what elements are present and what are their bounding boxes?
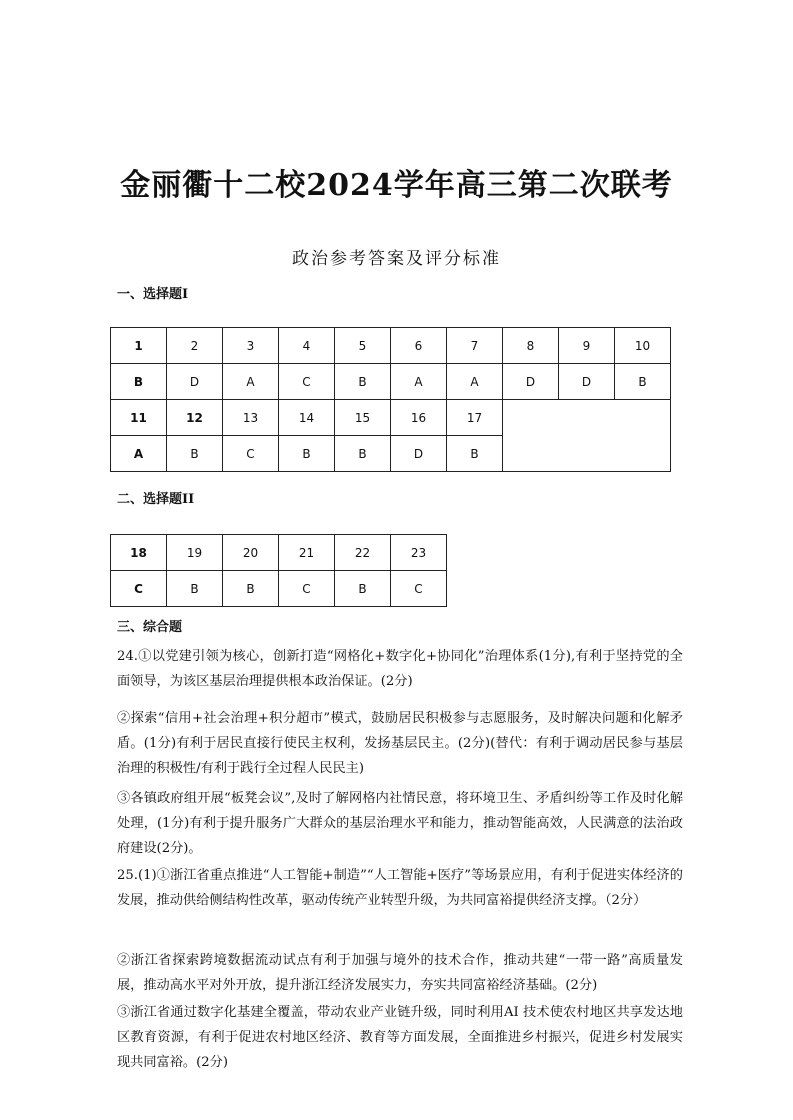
table-cell: A [223,364,279,400]
table-cell: B [615,364,671,400]
table-cell: C [111,571,167,607]
answer-paragraph: ③各镇政府组开展“板凳会议”,及时了解网格内社情民意，将环境卫生、矛盾纠纷等工作及时化解处理，(1分)有利于提升服务广大群众的基层治理水平和能力，推动智能高效，人民满意的法治政府建设(2分)。 [117,791,683,856]
table-cell: 21 [279,535,335,571]
table-cell: 19 [167,535,223,571]
table-cell: 4 [279,328,335,364]
table-cell: 15 [335,400,391,436]
table-cell: 18 [111,535,167,571]
table-row [111,571,447,607]
choice-table-2 [110,534,447,607]
table-cell: D [559,364,615,400]
table-cell: C [223,436,279,472]
choice-table-1 [110,327,671,472]
section-1-heading: 一、选择题I [117,287,189,302]
table-cell: 17 [447,400,503,436]
table-cell: 7 [447,328,503,364]
table-cell: 23 [391,535,447,571]
answer-paragraph: ②浙江省探索跨境数据流动试点有利于加强与境外的技术合作，推动共建“一带一路”高质量发展，推动高水平对外开放，提升浙江经济发展实力，夯实共同富裕经济基础。(2分) [117,953,683,993]
table-row [111,328,671,364]
table-cell: A [111,436,167,472]
table-cell: A [447,364,503,400]
answer-paragraph: 25.(1)①浙江省重点推进“人工智能+制造”“人工智能+医疗”等场景应用，有利于促进实体经济的发展，推动供给侧结构性改革，驱动传统产业转型升级，为共同富裕提供经济支撑。（2分） [117,868,683,908]
table-cell: C [279,571,335,607]
table-cell: B [167,571,223,607]
section-3-heading: 三、综合题 [117,620,183,635]
table-cell: D [503,364,559,400]
table-cell: 20 [223,535,279,571]
table-cell: C [391,571,447,607]
table-cell: B [447,436,503,472]
table-cell: D [391,436,447,472]
table-cell: 9 [559,328,615,364]
table-cell: B [223,571,279,607]
table-cell: B [335,364,391,400]
table-cell: C [279,364,335,400]
table-row [111,400,671,436]
table-cell: 11 [111,400,167,436]
table-cell: B [279,436,335,472]
table-row [111,535,447,571]
table-cell: 16 [391,400,447,436]
table-cell: 12 [167,400,223,436]
table-cell: 14 [279,400,335,436]
table-cell: B [167,436,223,472]
table-cell: 22 [335,535,391,571]
table-cell: 5 [335,328,391,364]
table-cell: A [391,364,447,400]
table-cell: B [335,436,391,472]
table-cell: 2 [167,328,223,364]
table-cell: 8 [503,328,559,364]
answer-paragraph: 24.①以党建引领为核心，创新打造“网格化+数字化+协同化”治理体系(1分),有利于坚持党的全面领导，为该区基层治理提供根本政治保证。(2分) [117,649,683,689]
answer-paragraph: ②探索“信用+社会治理+积分超市”模式，鼓励居民积极参与志愿服务，及时解决问题和化解矛盾。(1分)有利于居民直接行使民主权利，发扬基层民主。(2分)(替代：有利于调动居民参与基层治理的积极性/有利于践行全过程人民民主) [117,711,683,776]
empty-cell [503,400,671,472]
table-cell: D [167,364,223,400]
table-cell: 1 [111,328,167,364]
table-row [111,364,671,400]
page-subtitle: 政治参考答案及评分标准 [292,249,501,269]
page-title: 金丽衢十二校2024学年高三第二次联考 [120,168,673,203]
table-cell: 13 [223,400,279,436]
section-2-heading: 二、选择题II [117,492,195,507]
table-cell: 6 [391,328,447,364]
table-cell: B [111,364,167,400]
answer-paragraph: ③浙江省通过数字化基建全覆盖，带动农业产业链升级，同时利用AI 技术使农村地区共享发达地区教育资源，有利于促进农村地区经济、教育等方面发展，全面推进乡村振兴，促进乡村发展实现共同富裕。(2分) [117,1005,683,1070]
table-cell: 10 [615,328,671,364]
table-cell: B [335,571,391,607]
table-cell: 3 [223,328,279,364]
